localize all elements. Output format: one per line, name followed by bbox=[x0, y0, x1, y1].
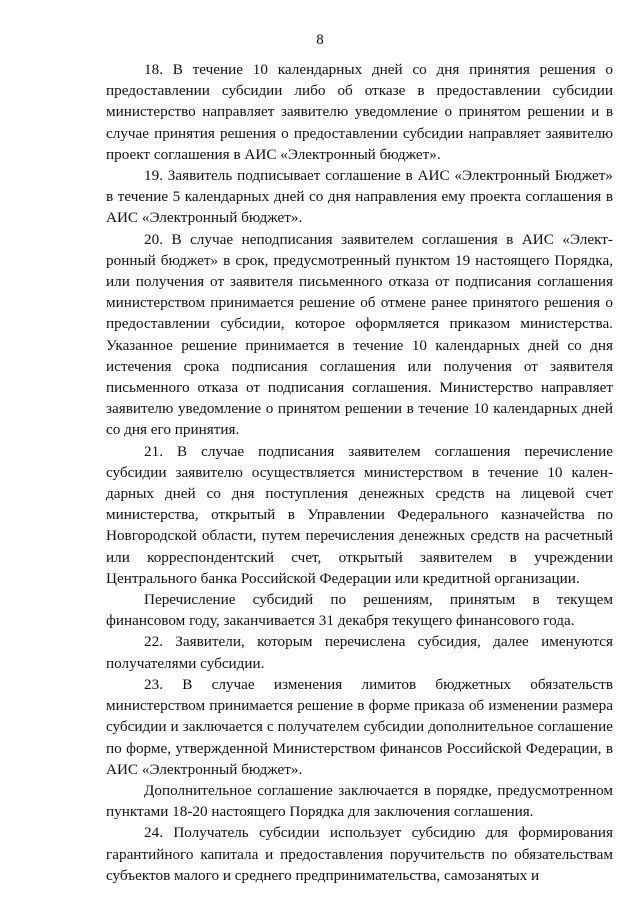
paragraph-22: 22. Заявители, которым перечислена субсидия, далее именуются получателями субсидии. bbox=[106, 633, 613, 672]
paragraph-19: 19. Заявитель подписывает соглашение в АИС «Электронный Бюджет» в течение 5 календарных дней со дня направления ему проекта соглашения в АИС «Электронный бюджет». bbox=[106, 167, 613, 227]
paragraph-23: 23. В случае изменения лимитов бюджетных обязательств министерством принимается решение в форме приказа об изменении размера субсидии и заключается с получателем субсидии дополнительное соглашение по форме, утвержденной Министерством финансов Российской Федерации, в АИС «Электронный бюджет». bbox=[106, 675, 613, 778]
paragraph-23-continuation: Дополнительное соглашение заключается в порядке, предусмотренном пунктами 18-20 настоящего Порядка для заключения соглашения. bbox=[106, 781, 613, 821]
page-number: 8 bbox=[316, 32, 324, 48]
paragraph-20: 20. В случае неподписания заявителем соглашения в АИС «Элект-ронный бюджет» в срок, предусмотренный пунктом 19 настоящего Порядка, или получения от заявителя письменного отказа от подписания соглашения министерством принимается решение об отмене ранее принятого решения о предоставлении субсидии, которое оформляется приказом министерства. Указанное решение принимается в течение 10 календарных дней со дня истечения срока подписания соглашения или получения от заявителя письменного отказа от подписания соглашения. Министерство направляет заявителю уведомление о принятом решении в течение 10 календарных дней со дня его принятия. bbox=[106, 230, 613, 439]
paragraph-24: 24. Получатель субсидии использует субсидию для формирования гарантийного капитала и предоставления поручительств по обязательствам субъектов малого и среднего предпринимательства, самозанятых и bbox=[106, 824, 613, 884]
paragraph-21-continuation: Перечисление субсидий по решениям, принятым в текущем финансовом году, заканчивается 31 декабря текущего финансового года. bbox=[106, 591, 613, 630]
paragraph-21: 21. В случае подписания заявителем соглашения перечисление субсидии заявителю осуществляется министерством в течение 10 кален-дарных дней со дня поступления денежных средств на лицевой счет министерства, открытый в Управлении Федерального казначейства по Новгородской области, путем перечисления денежных средств на расчетный или корреспондентский счет, открытый заявителем в учреждении Центрального банка Российской Федерации или кредитной организации. bbox=[106, 442, 613, 587]
paragraph-18: 18. В течение 10 календарных дней со дня принятия решения о предоставлении субсидии либо об отказе в предоставлении субсидии министерство направляет заявителю уведомление о принятом решении и в случае принятия решения о предоставлении субсидии направляет заявителю проект соглашения в АИС «Электронный бюджет». bbox=[106, 61, 613, 163]
document-body bbox=[106, 59, 613, 886]
